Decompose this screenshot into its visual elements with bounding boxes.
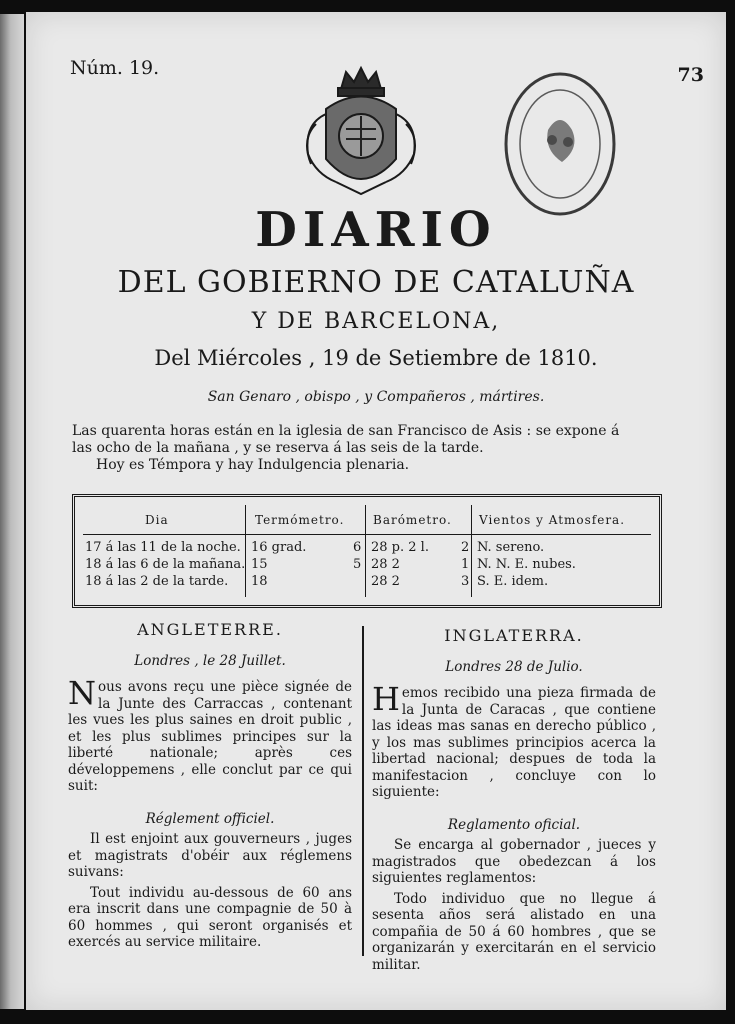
table-divider <box>365 505 366 597</box>
cell-termometro: 18 <box>251 574 268 589</box>
cell-barometro: 28 2 <box>371 574 400 589</box>
newspaper-page <box>26 12 726 1010</box>
right-column <box>372 628 656 973</box>
column-divider <box>362 626 364 956</box>
cell-vientos: N. N. E. nubes. <box>477 557 576 572</box>
header-termometro: Termómetro. <box>255 513 345 527</box>
library-stamp-icon <box>500 70 620 218</box>
cell-vientos: S. E. idem. <box>477 574 549 589</box>
drop-cap: N <box>68 674 96 712</box>
cell-barometro-fraction: 3 <box>461 574 470 589</box>
weather-table <box>72 494 662 608</box>
cell-barometro: 28 2 <box>371 557 400 572</box>
right-heading: INGLATERRA. <box>444 626 584 645</box>
right-paragraph-2: Se encarga al gobernador , jueces y magistrados que obedezcan á los siguientes reglamentos: <box>372 837 656 886</box>
page-number: 73 <box>677 64 704 86</box>
cell-dia: 17 á las 11 de la noche. <box>85 540 241 555</box>
cell-termometro-fraction: 6 <box>353 540 362 555</box>
cell-dia: 18 á las 6 de la mañana. <box>85 557 246 572</box>
header-barometro: Barómetro. <box>373 513 452 527</box>
cell-barometro: 28 p. 2 l. <box>371 540 429 555</box>
royal-crest-icon <box>296 64 426 204</box>
notice-line-2: las ocho de la mañana , y se reserva á las seis de la tarde. <box>72 440 484 456</box>
right-dateline: Londres 28 de Julio. <box>445 658 583 675</box>
left-column <box>68 622 352 951</box>
cell-dia: 18 á las 2 de la tarde. <box>85 574 229 589</box>
cell-barometro-fraction: 1 <box>461 557 470 572</box>
masthead-subtitle: DEL GOBIERNO DE CATALUÑA <box>117 265 635 300</box>
table-divider <box>245 505 246 597</box>
issue-number: Núm. 19. <box>70 57 160 79</box>
cell-barometro-fraction: 2 <box>461 540 470 555</box>
left-paragraph-1: Nous avons reçu une pièce signée de la Junte des Carraccas , contenant les vues les plus saines en droit public , et les plus sublimes principes sur la liberté nationale; après ces développemens , elle conclut par ce qui suit: <box>68 674 352 794</box>
table-divider <box>471 505 472 597</box>
left-subheading: Réglement officiel. <box>145 810 275 827</box>
right-paragraph-1: Hemos recibido una pieza firmada de la Junta de Caracas , que contiene las ideas mas sanas en derecho público , y los mas sublimes principios acerca la libertad nacional; despues de toda la manifestacion , concluye con lo siguiente: <box>372 680 656 800</box>
cell-termometro-fraction: 5 <box>353 557 362 572</box>
header-vientos: Vientos y Atmosfera. <box>479 513 626 527</box>
left-heading: ANGLETERRE. <box>137 620 283 639</box>
left-paragraph-2: Il est enjoint aux gouverneurs , juges et magistrats d'obéir aux réglemens suivans: <box>68 831 352 880</box>
left-paragraph-3: Tout individu au-dessous de 60 ans era inscrit dans une compagnie de 50 à 60 hommes , qui seront organisés et exercés au service militaire. <box>68 884 352 950</box>
cell-vientos: N. sereno. <box>477 540 545 555</box>
drop-cap: H <box>372 680 400 718</box>
saints-of-day: San Genaro , obispo , y Compañeros , mártires. <box>207 389 545 405</box>
left-dateline: Londres , le 28 Juillet. <box>134 652 286 669</box>
masthead-subtitle-2: Y DE BARCELONA, <box>251 309 501 334</box>
date-line: Del Miércoles , 19 de Setiembre de 1810. <box>154 346 598 370</box>
masthead-title: DIARIO <box>255 202 497 258</box>
cell-termometro: 15 <box>251 557 268 572</box>
notice-line-3: Hoy es Témpora y hay Indulgencia plenaria. <box>96 457 410 473</box>
cell-termometro: 16 grad. <box>251 540 307 555</box>
right-paragraph-3: Todo individuo que no llegue á sesenta años será alistado en una compañia de 50 á 60 hombres , que se organizarán y exercitarán en el servicio militar. <box>372 890 656 973</box>
header-dia: Dia <box>145 513 169 527</box>
table-header-rule <box>83 534 651 535</box>
right-subheading: Reglamento oficial. <box>447 816 581 833</box>
adjacent-page-edge <box>0 14 24 1009</box>
notice-line-1: Las quarenta horas están en la iglesia de san Francisco de Asis : se expone á <box>72 423 620 439</box>
